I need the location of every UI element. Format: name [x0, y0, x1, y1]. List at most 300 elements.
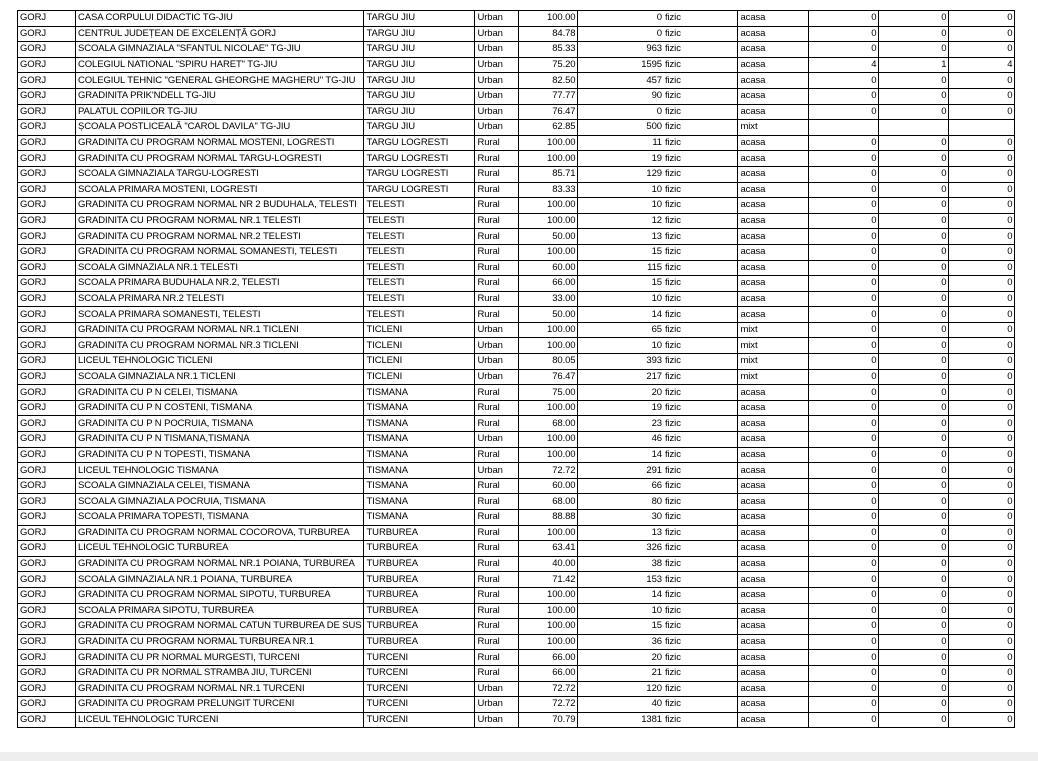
cell-value-c[interactable]: 4: [949, 57, 1015, 73]
cell-county[interactable]: GORJ: [18, 650, 76, 666]
cell-count[interactable]: 10: [578, 603, 664, 619]
cell-count[interactable]: 0: [578, 26, 664, 42]
cell-mode[interactable]: fizic: [664, 541, 738, 557]
cell-location[interactable]: acasa: [738, 291, 809, 307]
cell-locality[interactable]: TICLENI: [364, 354, 475, 370]
cell-count[interactable]: 10: [578, 291, 664, 307]
cell-locality[interactable]: TURBUREA: [364, 603, 475, 619]
cell-county[interactable]: GORJ: [18, 587, 76, 603]
cell-value-a[interactable]: 0: [809, 712, 879, 728]
cell-mode[interactable]: fizic: [664, 665, 738, 681]
cell-location[interactable]: acasa: [738, 73, 809, 89]
cell-mode[interactable]: fizic: [664, 463, 738, 479]
cell-value-b[interactable]: 0: [879, 322, 949, 338]
cell-value-a[interactable]: 0: [809, 478, 879, 494]
cell-school-name[interactable]: SCOALA GIMNAZIALA NR.1 TICLENI: [76, 369, 364, 385]
cell-value-c[interactable]: 0: [949, 432, 1015, 448]
cell-percentage[interactable]: 82.50: [519, 73, 578, 89]
cell-value-a[interactable]: 0: [809, 151, 879, 167]
cell-value-c[interactable]: 0: [949, 416, 1015, 432]
cell-school-name[interactable]: GRADINITA CU PROGRAM NORMAL CATUN TURBUREA DE SUS: [76, 619, 364, 635]
cell-value-c[interactable]: 0: [949, 338, 1015, 354]
cell-mode[interactable]: fizic: [664, 322, 738, 338]
cell-count[interactable]: 10: [578, 198, 664, 214]
cell-value-b[interactable]: 0: [879, 603, 949, 619]
cell-value-a[interactable]: [809, 120, 879, 136]
cell-value-b[interactable]: 0: [879, 151, 949, 167]
cell-value-a[interactable]: 0: [809, 104, 879, 120]
cell-locality[interactable]: TISMANA: [364, 494, 475, 510]
cell-value-c[interactable]: 0: [949, 88, 1015, 104]
cell-county[interactable]: GORJ: [18, 463, 76, 479]
cell-mode[interactable]: fizic: [664, 213, 738, 229]
cell-school-name[interactable]: SCOALA GIMNAZIALA "SFANTUL NICOLAE" TG-JIU: [76, 42, 364, 58]
cell-value-c[interactable]: 0: [949, 587, 1015, 603]
cell-count[interactable]: 153: [578, 572, 664, 588]
cell-value-b[interactable]: 0: [879, 104, 949, 120]
cell-location[interactable]: acasa: [738, 104, 809, 120]
cell-environment[interactable]: Urban: [475, 463, 519, 479]
cell-mode[interactable]: fizic: [664, 88, 738, 104]
cell-locality[interactable]: TARGU LOGRESTI: [364, 135, 475, 151]
cell-percentage[interactable]: 100.00: [519, 135, 578, 151]
cell-value-c[interactable]: 0: [949, 681, 1015, 697]
cell-county[interactable]: GORJ: [18, 712, 76, 728]
cell-county[interactable]: GORJ: [18, 120, 76, 136]
cell-value-c[interactable]: 0: [949, 11, 1015, 27]
cell-count[interactable]: 0: [578, 104, 664, 120]
cell-location[interactable]: mixt: [738, 338, 809, 354]
cell-county[interactable]: GORJ: [18, 213, 76, 229]
cell-value-a[interactable]: 0: [809, 463, 879, 479]
cell-mode[interactable]: fizic: [664, 385, 738, 401]
cell-locality[interactable]: TELESTI: [364, 213, 475, 229]
cell-value-c[interactable]: 0: [949, 478, 1015, 494]
cell-environment[interactable]: Urban: [475, 338, 519, 354]
cell-mode[interactable]: fizic: [664, 494, 738, 510]
cell-percentage[interactable]: 62.85: [519, 120, 578, 136]
cell-school-name[interactable]: LICEUL TEHNOLOGIC TICLENI: [76, 354, 364, 370]
cell-county[interactable]: GORJ: [18, 73, 76, 89]
cell-value-a[interactable]: 0: [809, 665, 879, 681]
cell-county[interactable]: GORJ: [18, 478, 76, 494]
cell-locality[interactable]: TISMANA: [364, 385, 475, 401]
cell-percentage[interactable]: 100.00: [519, 400, 578, 416]
cell-value-c[interactable]: 0: [949, 166, 1015, 182]
cell-percentage[interactable]: 84.78: [519, 26, 578, 42]
cell-location[interactable]: acasa: [738, 244, 809, 260]
cell-value-a[interactable]: 0: [809, 338, 879, 354]
cell-location[interactable]: acasa: [738, 307, 809, 323]
cell-locality[interactable]: TISMANA: [364, 510, 475, 526]
cell-value-c[interactable]: 0: [949, 213, 1015, 229]
cell-school-name[interactable]: SCOALA GIMNAZIALA POCRUIA, TISMANA: [76, 494, 364, 510]
cell-value-a[interactable]: 0: [809, 650, 879, 666]
cell-value-b[interactable]: 0: [879, 276, 949, 292]
cell-locality[interactable]: TICLENI: [364, 322, 475, 338]
cell-value-c[interactable]: 0: [949, 307, 1015, 323]
cell-school-name[interactable]: GRADINITA CU PROGRAM NORMAL NR.1 TURCENI: [76, 681, 364, 697]
cell-school-name[interactable]: GRADINITA CU PROGRAM NORMAL NR 2 BUDUHALA, TELESTI: [76, 198, 364, 214]
cell-value-c[interactable]: 0: [949, 697, 1015, 713]
cell-mode[interactable]: fizic: [664, 650, 738, 666]
cell-value-a[interactable]: 0: [809, 198, 879, 214]
cell-percentage[interactable]: 100.00: [519, 525, 578, 541]
cell-mode[interactable]: fizic: [664, 260, 738, 276]
cell-percentage[interactable]: 72.72: [519, 681, 578, 697]
cell-count[interactable]: 36: [578, 634, 664, 650]
cell-location[interactable]: acasa: [738, 416, 809, 432]
cell-value-c[interactable]: 0: [949, 385, 1015, 401]
cell-value-a[interactable]: 0: [809, 385, 879, 401]
cell-value-c[interactable]: 0: [949, 556, 1015, 572]
cell-value-b[interactable]: 0: [879, 291, 949, 307]
cell-count[interactable]: 291: [578, 463, 664, 479]
cell-mode[interactable]: fizic: [664, 400, 738, 416]
cell-value-a[interactable]: 0: [809, 354, 879, 370]
cell-mode[interactable]: fizic: [664, 120, 738, 136]
cell-county[interactable]: GORJ: [18, 338, 76, 354]
cell-location[interactable]: mixt: [738, 369, 809, 385]
cell-mode[interactable]: fizic: [664, 104, 738, 120]
cell-count[interactable]: 46: [578, 432, 664, 448]
cell-count[interactable]: 14: [578, 447, 664, 463]
cell-location[interactable]: acasa: [738, 681, 809, 697]
cell-school-name[interactable]: SCOALA GIMNAZIALA NR.1 POIANA, TURBUREA: [76, 572, 364, 588]
cell-locality[interactable]: TELESTI: [364, 244, 475, 260]
cell-locality[interactable]: TELESTI: [364, 198, 475, 214]
cell-school-name[interactable]: SCOALA PRIMARA NR.2 TELESTI: [76, 291, 364, 307]
cell-count[interactable]: 115: [578, 260, 664, 276]
cell-location[interactable]: acasa: [738, 447, 809, 463]
cell-value-a[interactable]: 0: [809, 681, 879, 697]
cell-school-name[interactable]: GRADINITA CU PROGRAM PRELUNGIT TURCENI: [76, 697, 364, 713]
cell-environment[interactable]: Rural: [475, 307, 519, 323]
cell-percentage[interactable]: 88.88: [519, 510, 578, 526]
cell-school-name[interactable]: GRADINITA CU PROGRAM NORMAL SIPOTU, TURBUREA: [76, 587, 364, 603]
cell-locality[interactable]: TURCENI: [364, 697, 475, 713]
cell-value-b[interactable]: 0: [879, 182, 949, 198]
cell-count[interactable]: 10: [578, 182, 664, 198]
cell-value-c[interactable]: 0: [949, 26, 1015, 42]
cell-county[interactable]: GORJ: [18, 229, 76, 245]
cell-school-name[interactable]: GRADINITA CU PROGRAM NORMAL MOSTENI, LOGRESTI: [76, 135, 364, 151]
cell-mode[interactable]: fizic: [664, 634, 738, 650]
cell-mode[interactable]: fizic: [664, 681, 738, 697]
cell-value-c[interactable]: 0: [949, 135, 1015, 151]
cell-count[interactable]: 23: [578, 416, 664, 432]
cell-county[interactable]: GORJ: [18, 104, 76, 120]
cell-county[interactable]: GORJ: [18, 416, 76, 432]
cell-value-b[interactable]: 0: [879, 338, 949, 354]
cell-value-a[interactable]: 0: [809, 447, 879, 463]
cell-environment[interactable]: Rural: [475, 603, 519, 619]
cell-value-c[interactable]: 0: [949, 712, 1015, 728]
cell-value-a[interactable]: 0: [809, 510, 879, 526]
cell-percentage[interactable]: 33.00: [519, 291, 578, 307]
cell-value-a[interactable]: 0: [809, 634, 879, 650]
cell-county[interactable]: GORJ: [18, 400, 76, 416]
cell-percentage[interactable]: 100.00: [519, 603, 578, 619]
cell-county[interactable]: GORJ: [18, 697, 76, 713]
cell-value-c[interactable]: 0: [949, 322, 1015, 338]
cell-value-b[interactable]: 0: [879, 385, 949, 401]
cell-environment[interactable]: Rural: [475, 650, 519, 666]
cell-environment[interactable]: Rural: [475, 447, 519, 463]
cell-count[interactable]: 66: [578, 478, 664, 494]
cell-school-name[interactable]: GRADINITA CU P N CELEI, TISMANA: [76, 385, 364, 401]
cell-percentage[interactable]: 83.33: [519, 182, 578, 198]
cell-value-b[interactable]: 0: [879, 198, 949, 214]
cell-county[interactable]: GORJ: [18, 385, 76, 401]
cell-mode[interactable]: fizic: [664, 166, 738, 182]
cell-locality[interactable]: TARGU JIU: [364, 11, 475, 27]
cell-locality[interactable]: TISMANA: [364, 478, 475, 494]
cell-location[interactable]: acasa: [738, 385, 809, 401]
cell-mode[interactable]: fizic: [664, 572, 738, 588]
cell-locality[interactable]: TELESTI: [364, 229, 475, 245]
cell-value-b[interactable]: 0: [879, 556, 949, 572]
cell-location[interactable]: acasa: [738, 619, 809, 635]
cell-locality[interactable]: TURBUREA: [364, 541, 475, 557]
cell-location[interactable]: acasa: [738, 198, 809, 214]
cell-percentage[interactable]: 75.00: [519, 385, 578, 401]
cell-percentage[interactable]: 72.72: [519, 697, 578, 713]
cell-percentage[interactable]: 75.20: [519, 57, 578, 73]
cell-value-b[interactable]: 0: [879, 432, 949, 448]
cell-environment[interactable]: Rural: [475, 525, 519, 541]
cell-count[interactable]: 20: [578, 650, 664, 666]
cell-mode[interactable]: fizic: [664, 26, 738, 42]
cell-value-b[interactable]: 0: [879, 166, 949, 182]
cell-environment[interactable]: Rural: [475, 276, 519, 292]
cell-environment[interactable]: Rural: [475, 244, 519, 260]
cell-school-name[interactable]: SCOALA GIMNAZIALA TARGU-LOGRESTI: [76, 166, 364, 182]
cell-percentage[interactable]: 85.33: [519, 42, 578, 58]
cell-value-c[interactable]: 0: [949, 244, 1015, 260]
cell-value-a[interactable]: 0: [809, 291, 879, 307]
cell-location[interactable]: acasa: [738, 650, 809, 666]
cell-environment[interactable]: Rural: [475, 151, 519, 167]
cell-value-b[interactable]: 0: [879, 697, 949, 713]
cell-county[interactable]: GORJ: [18, 510, 76, 526]
cell-percentage[interactable]: 50.00: [519, 307, 578, 323]
cell-environment[interactable]: Rural: [475, 213, 519, 229]
cell-value-b[interactable]: 0: [879, 510, 949, 526]
cell-school-name[interactable]: GRADINITA CU PROGRAM NORMAL COCOROVA, TURBUREA: [76, 525, 364, 541]
cell-count[interactable]: 217: [578, 369, 664, 385]
cell-county[interactable]: GORJ: [18, 432, 76, 448]
cell-value-b[interactable]: 0: [879, 634, 949, 650]
cell-environment[interactable]: Rural: [475, 135, 519, 151]
horizontal-scrollbar-track[interactable]: [0, 752, 1038, 761]
cell-location[interactable]: acasa: [738, 572, 809, 588]
cell-school-name[interactable]: ȘCOALA POSTLICEALĂ "CAROL DAVILA" TG-JIU: [76, 120, 364, 136]
cell-locality[interactable]: TELESTI: [364, 260, 475, 276]
cell-school-name[interactable]: GRADINITA CU PROGRAM NORMAL SOMANESTI, TELESTI: [76, 244, 364, 260]
cell-school-name[interactable]: GRADINITA PRIK'NDELL TG-JIU: [76, 88, 364, 104]
cell-location[interactable]: mixt: [738, 322, 809, 338]
cell-value-a[interactable]: 0: [809, 166, 879, 182]
cell-value-b[interactable]: 0: [879, 135, 949, 151]
cell-locality[interactable]: TISMANA: [364, 416, 475, 432]
cell-environment[interactable]: Rural: [475, 587, 519, 603]
cell-school-name[interactable]: GRADINITA CU PROGRAM NORMAL TARGU-LOGRESTI: [76, 151, 364, 167]
cell-count[interactable]: 90: [578, 88, 664, 104]
cell-percentage[interactable]: 50.00: [519, 229, 578, 245]
cell-school-name[interactable]: LICEUL TEHNOLOGIC TURBUREA: [76, 541, 364, 557]
cell-county[interactable]: GORJ: [18, 307, 76, 323]
cell-value-a[interactable]: 0: [809, 73, 879, 89]
cell-environment[interactable]: Rural: [475, 400, 519, 416]
cell-county[interactable]: GORJ: [18, 619, 76, 635]
cell-locality[interactable]: TURBUREA: [364, 556, 475, 572]
cell-mode[interactable]: fizic: [664, 276, 738, 292]
cell-value-a[interactable]: 0: [809, 494, 879, 510]
cell-school-name[interactable]: GRADINITA CU P N POCRUIA, TISMANA: [76, 416, 364, 432]
cell-count[interactable]: 120: [578, 681, 664, 697]
cell-percentage[interactable]: 100.00: [519, 338, 578, 354]
cell-county[interactable]: GORJ: [18, 291, 76, 307]
cell-mode[interactable]: fizic: [664, 229, 738, 245]
cell-count[interactable]: 0: [578, 11, 664, 27]
cell-environment[interactable]: Urban: [475, 88, 519, 104]
cell-value-c[interactable]: 0: [949, 73, 1015, 89]
cell-value-c[interactable]: 0: [949, 525, 1015, 541]
cell-percentage[interactable]: 100.00: [519, 587, 578, 603]
cell-environment[interactable]: Rural: [475, 478, 519, 494]
cell-county[interactable]: GORJ: [18, 260, 76, 276]
cell-locality[interactable]: TELESTI: [364, 276, 475, 292]
cell-count[interactable]: 457: [578, 73, 664, 89]
cell-percentage[interactable]: 68.00: [519, 416, 578, 432]
cell-mode[interactable]: fizic: [664, 619, 738, 635]
cell-value-c[interactable]: 0: [949, 291, 1015, 307]
cell-value-a[interactable]: 0: [809, 229, 879, 245]
cell-school-name[interactable]: GRADINITA CU PROGRAM NORMAL TURBUREA NR.1: [76, 634, 364, 650]
cell-locality[interactable]: TURCENI: [364, 712, 475, 728]
cell-county[interactable]: GORJ: [18, 198, 76, 214]
cell-value-b[interactable]: 0: [879, 587, 949, 603]
cell-county[interactable]: GORJ: [18, 556, 76, 572]
cell-locality[interactable]: TARGU JIU: [364, 120, 475, 136]
cell-locality[interactable]: TURCENI: [364, 650, 475, 666]
cell-percentage[interactable]: 63.41: [519, 541, 578, 557]
cell-school-name[interactable]: LICEUL TEHNOLOGIC TISMANA: [76, 463, 364, 479]
cell-percentage[interactable]: 100.00: [519, 432, 578, 448]
cell-location[interactable]: acasa: [738, 587, 809, 603]
cell-value-c[interactable]: 0: [949, 494, 1015, 510]
cell-location[interactable]: acasa: [738, 57, 809, 73]
cell-school-name[interactable]: COLEGIUL NATIONAL "SPIRU HARET" TG-JIU: [76, 57, 364, 73]
cell-location[interactable]: acasa: [738, 166, 809, 182]
cell-value-a[interactable]: 4: [809, 57, 879, 73]
cell-value-b[interactable]: 0: [879, 650, 949, 666]
cell-value-b[interactable]: 0: [879, 26, 949, 42]
cell-value-a[interactable]: 0: [809, 587, 879, 603]
cell-locality[interactable]: TURCENI: [364, 681, 475, 697]
cell-value-c[interactable]: 0: [949, 260, 1015, 276]
cell-count[interactable]: 1381: [578, 712, 664, 728]
cell-school-name[interactable]: SCOALA PRIMARA TOPESTI, TISMANA: [76, 510, 364, 526]
cell-value-c[interactable]: 0: [949, 603, 1015, 619]
cell-mode[interactable]: fizic: [664, 307, 738, 323]
cell-county[interactable]: GORJ: [18, 182, 76, 198]
cell-location[interactable]: acasa: [738, 556, 809, 572]
cell-location[interactable]: acasa: [738, 541, 809, 557]
cell-value-c[interactable]: 0: [949, 541, 1015, 557]
cell-value-b[interactable]: 0: [879, 42, 949, 58]
cell-count[interactable]: 38: [578, 556, 664, 572]
cell-location[interactable]: mixt: [738, 120, 809, 136]
cell-mode[interactable]: fizic: [664, 135, 738, 151]
cell-value-a[interactable]: 0: [809, 11, 879, 27]
cell-count[interactable]: 129: [578, 166, 664, 182]
cell-value-a[interactable]: 0: [809, 276, 879, 292]
cell-location[interactable]: acasa: [738, 665, 809, 681]
cell-value-c[interactable]: 0: [949, 42, 1015, 58]
cell-value-c[interactable]: 0: [949, 665, 1015, 681]
cell-count[interactable]: 21: [578, 665, 664, 681]
cell-mode[interactable]: fizic: [664, 244, 738, 260]
cell-count[interactable]: 12: [578, 213, 664, 229]
cell-environment[interactable]: Rural: [475, 166, 519, 182]
cell-location[interactable]: acasa: [738, 463, 809, 479]
cell-value-b[interactable]: 0: [879, 572, 949, 588]
cell-locality[interactable]: TISMANA: [364, 447, 475, 463]
cell-value-c[interactable]: 0: [949, 151, 1015, 167]
cell-value-a[interactable]: 0: [809, 525, 879, 541]
cell-county[interactable]: GORJ: [18, 276, 76, 292]
cell-count[interactable]: 15: [578, 619, 664, 635]
cell-county[interactable]: GORJ: [18, 541, 76, 557]
cell-value-a[interactable]: 0: [809, 369, 879, 385]
cell-environment[interactable]: Urban: [475, 697, 519, 713]
cell-locality[interactable]: TARGU JIU: [364, 26, 475, 42]
cell-locality[interactable]: TICLENI: [364, 369, 475, 385]
cell-value-b[interactable]: 0: [879, 354, 949, 370]
cell-percentage[interactable]: 77.77: [519, 88, 578, 104]
cell-mode[interactable]: fizic: [664, 525, 738, 541]
cell-county[interactable]: GORJ: [18, 369, 76, 385]
cell-county[interactable]: GORJ: [18, 354, 76, 370]
cell-environment[interactable]: Rural: [475, 556, 519, 572]
cell-environment[interactable]: Rural: [475, 198, 519, 214]
cell-environment[interactable]: Rural: [475, 260, 519, 276]
cell-value-b[interactable]: 0: [879, 681, 949, 697]
cell-school-name[interactable]: SCOALA GIMNAZIALA CELEI, TISMANA: [76, 478, 364, 494]
cell-count[interactable]: 11: [578, 135, 664, 151]
cell-county[interactable]: GORJ: [18, 42, 76, 58]
cell-value-c[interactable]: [949, 120, 1015, 136]
cell-county[interactable]: GORJ: [18, 447, 76, 463]
cell-value-a[interactable]: 0: [809, 603, 879, 619]
cell-percentage[interactable]: 76.47: [519, 104, 578, 120]
cell-environment[interactable]: Urban: [475, 11, 519, 27]
cell-value-a[interactable]: 0: [809, 213, 879, 229]
cell-locality[interactable]: TARGU LOGRESTI: [364, 151, 475, 167]
cell-count[interactable]: 65: [578, 322, 664, 338]
cell-value-b[interactable]: 0: [879, 260, 949, 276]
cell-value-c[interactable]: 0: [949, 463, 1015, 479]
cell-location[interactable]: acasa: [738, 88, 809, 104]
cell-locality[interactable]: TURBUREA: [364, 525, 475, 541]
cell-value-a[interactable]: 0: [809, 541, 879, 557]
cell-count[interactable]: 393: [578, 354, 664, 370]
cell-environment[interactable]: Urban: [475, 26, 519, 42]
cell-environment[interactable]: Urban: [475, 57, 519, 73]
cell-value-c[interactable]: 0: [949, 369, 1015, 385]
